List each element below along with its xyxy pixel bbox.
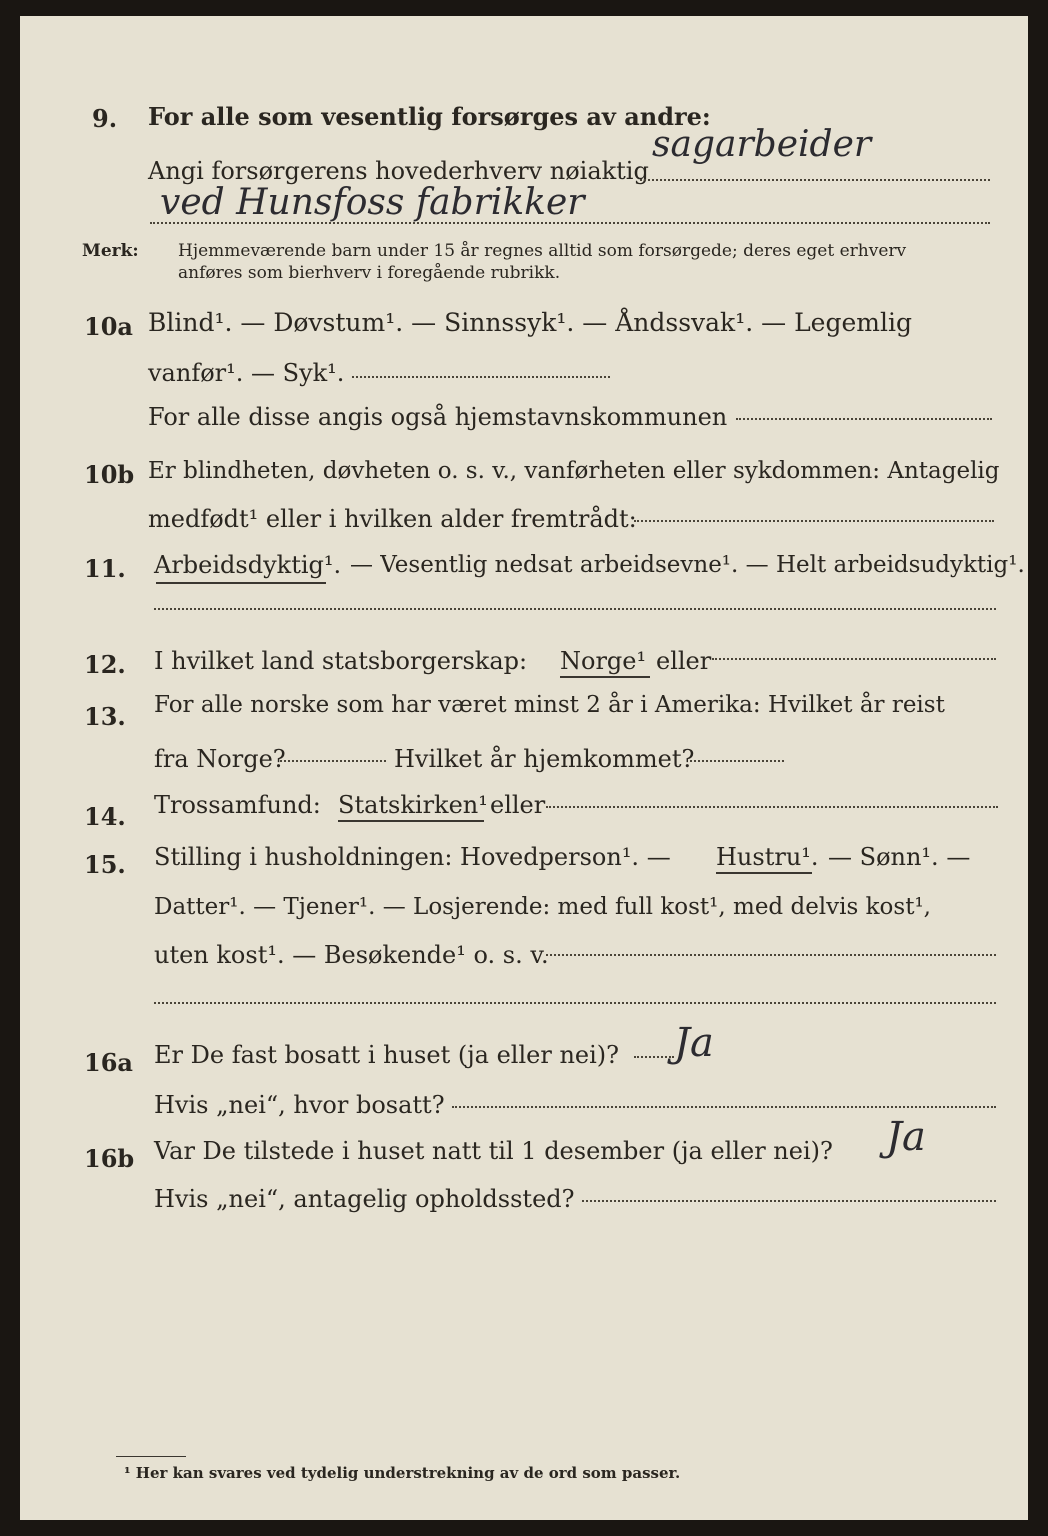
q11-number: 11. — [84, 554, 126, 583]
q15-line1b: Hustru¹. — [716, 843, 819, 871]
q16a-line1: Er De fast bosatt i huset (ja eller nei)? — [154, 1041, 620, 1069]
q15-fill-line-1 — [546, 954, 996, 956]
q12-underline — [560, 676, 650, 678]
q11-part2: — Vesentlig nedsat arbeidsevne¹. — Helt arbeidsudyktig¹. — [350, 552, 1025, 578]
q16b-fill-line — [582, 1200, 996, 1202]
merk-label: Merk: — [82, 241, 139, 261]
q13-line2b: Hvilket år hjemkommet? — [394, 745, 695, 773]
q13-fill-line-1 — [280, 760, 386, 762]
q12-part3: eller — [656, 647, 712, 675]
q11-fill-line — [154, 608, 996, 610]
q14-part2: Statskirken¹ — [338, 791, 488, 819]
q13-line1: For alle norske som har været minst 2 år i Amerika: Hvilket år reist — [154, 692, 945, 718]
q10b-fill-line — [634, 520, 994, 522]
q10a-line3: For alle disse angis også hjemstavnskommunen — [148, 403, 728, 431]
footnote: ¹ Her kan svares ved tydelig understrekning av de ord som passer. — [124, 1464, 681, 1482]
q16b-number: 16b — [84, 1144, 135, 1173]
q10b-number: 10b — [84, 460, 135, 489]
q13-fill-line-2 — [690, 760, 784, 762]
q10a-number: 10a — [84, 312, 133, 341]
q16a-fill-line-1 — [634, 1056, 674, 1058]
q16b-handwritten-answer: Ja — [886, 1114, 926, 1160]
q16b-line2: Hvis „nei“, antagelig opholdssted? — [154, 1185, 575, 1213]
q12-fill-line — [712, 658, 996, 660]
q14-part3: eller — [490, 791, 546, 819]
q9-number: 9. — [92, 104, 118, 133]
q10a-line1: Blind¹. — Døvstum¹. — Sinnssyk¹. — Åndssvak¹. — Legemlig — [148, 308, 912, 337]
census-form-page — [20, 16, 1028, 1520]
q15-line1a: Stilling i husholdningen: Hovedperson¹. — — [154, 843, 671, 871]
q14-underline — [338, 820, 484, 822]
q15-fill-line-2 — [154, 1002, 996, 1004]
q13-number: 13. — [84, 702, 126, 731]
q15-line2: Datter¹. — Tjener¹. — Losjerende: med full kost¹, med delvis kost¹, — [154, 894, 931, 920]
q9-handwritten-answer-2: ved Hunsfoss fabrikker — [160, 182, 585, 223]
q16a-handwritten-answer: Ja — [674, 1020, 714, 1066]
q15-underline — [716, 872, 812, 874]
q15-number: 15. — [84, 850, 126, 879]
q10b-line1: Er blindheten, døvheten o. s. v., vanførheten eller sykdommen: Antagelig — [148, 458, 1000, 484]
q9-handwritten-answer-1: sagarbeider — [652, 124, 872, 165]
q11-underline — [156, 582, 326, 584]
q14-number: 14. — [84, 802, 126, 831]
q14-part1: Trossamfund: — [154, 791, 321, 819]
q9-fill-line-1 — [640, 179, 990, 181]
q12-part1: I hvilket land statsborgerskap: — [154, 647, 528, 675]
q15-line3: uten kost¹. — Besøkende¹ o. s. v. — [154, 941, 549, 969]
q12-part2: Norge¹ — [560, 647, 647, 675]
q10a-line2: vanfør¹. — Syk¹. — [148, 359, 345, 387]
q11-part1: Arbeidsdyktig¹. — [154, 551, 342, 579]
q16b-line1: Var De tilstede i huset natt til 1 desember (ja eller nei)? — [154, 1137, 833, 1165]
q16a-fill-line-2 — [452, 1106, 996, 1108]
q13-line2a: fra Norge? — [154, 745, 286, 773]
q16a-number: 16a — [84, 1048, 133, 1077]
q10b-line2: medfødt¹ eller i hvilken alder fremtrådt: — [148, 505, 637, 533]
q9-line1: For alle som vesentlig forsørges av andre: — [148, 102, 711, 131]
q15-line1c: — Sønn¹. — — [828, 843, 971, 871]
q10a-fill-line-2 — [736, 418, 992, 420]
q9-line2: Angi forsørgerens hovederhverv nøiaktig — [148, 157, 649, 185]
footnote-rule — [116, 1456, 186, 1457]
q14-fill-line — [546, 806, 998, 808]
merk-line2: anføres som bierhverv i foregående rubrikk. — [178, 263, 561, 283]
q12-number: 12. — [84, 650, 126, 679]
merk-line1: Hjemmeværende barn under 15 år regnes alltid som forsørgede; deres eget erhverv — [178, 241, 907, 261]
q16a-line2: Hvis „nei“, hvor bosatt? — [154, 1091, 445, 1119]
q10a-fill-line-1 — [352, 376, 610, 378]
